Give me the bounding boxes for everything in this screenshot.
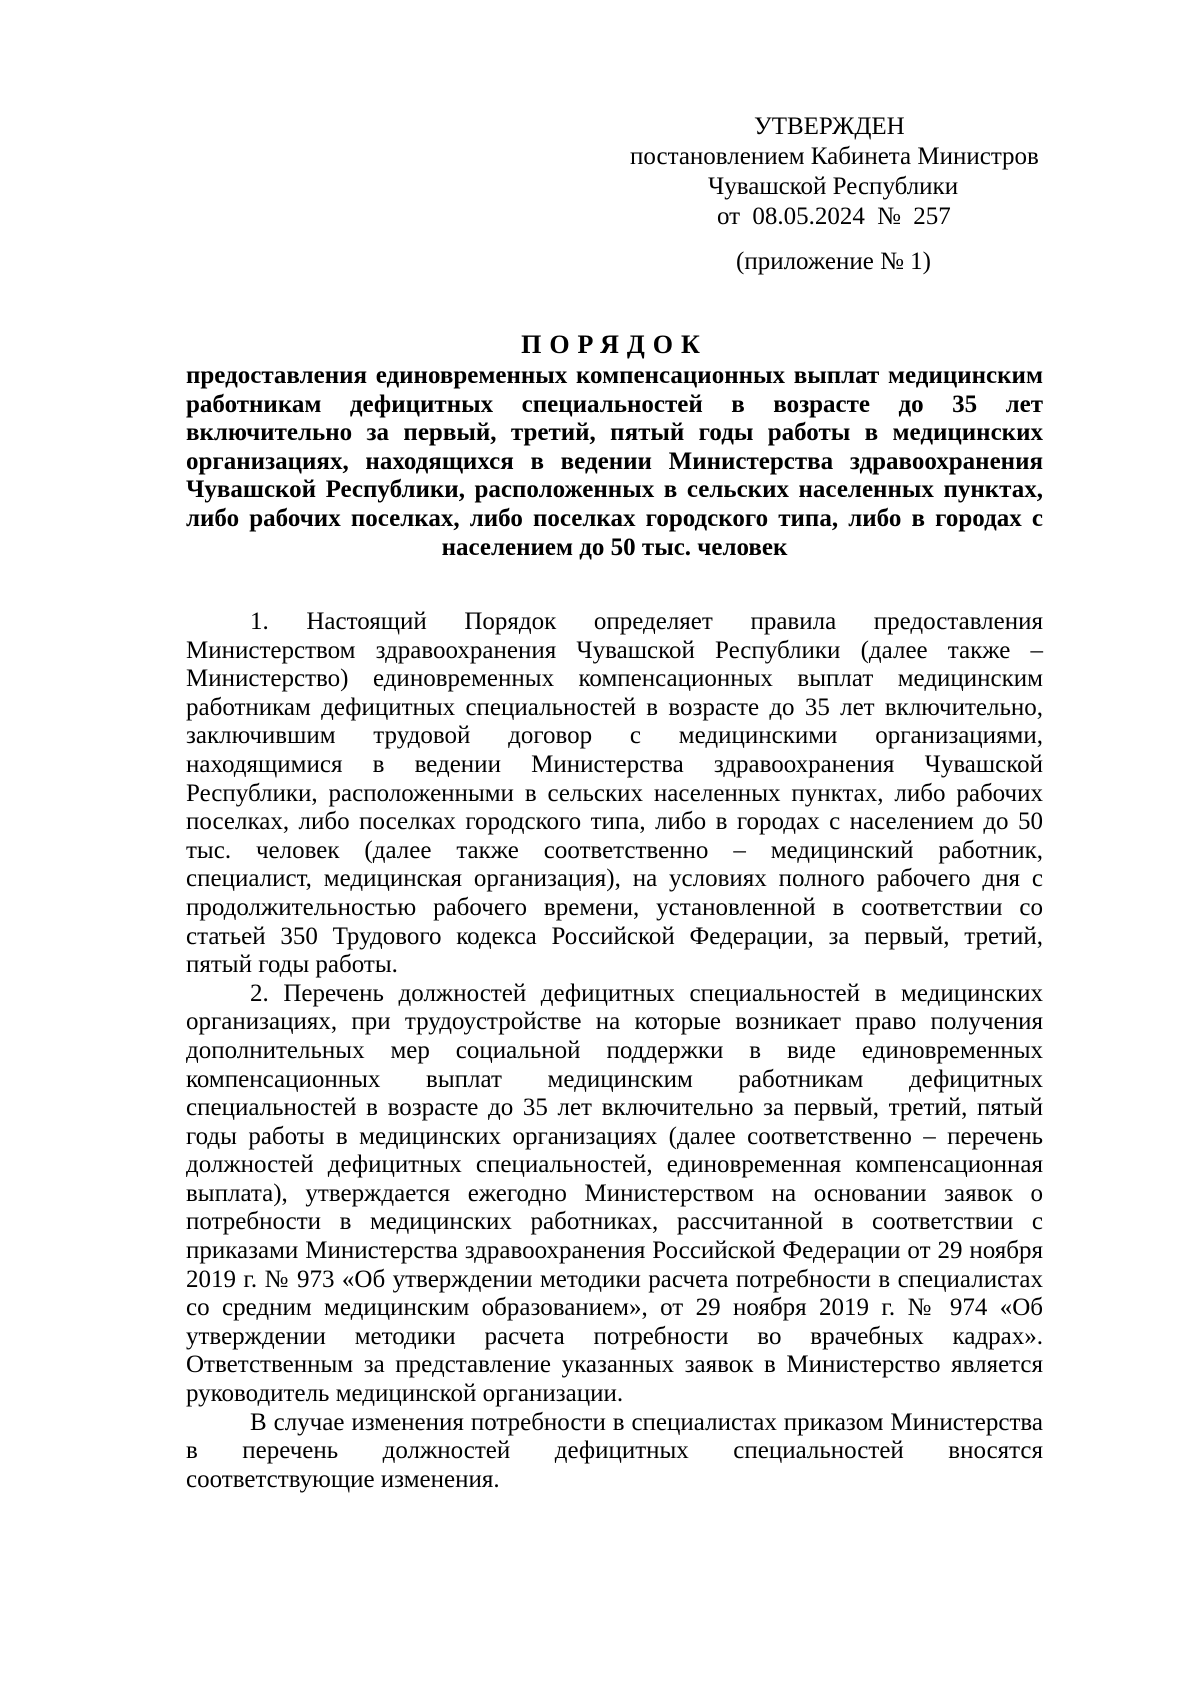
document-subtitle: предоставления единовременных компенсационных выплат медицинским работникам дефицитных специальностей в возрасте до 35 лет включительно за первый, третий, пятый годы работы в медицинских организациях, находящихся в ведении Министерства здравоохранения Чувашской Республики, расположенных в сельских населенных пунктах, либо рабочих поселках, либо поселках городского типа, либо в городах с населением до 50 тыс. человек — [186, 362, 1043, 561]
document-title: ПОРЯДОК — [521, 330, 708, 359]
document-body — [186, 608, 1043, 1494]
appendix-note: (приложение № 1) — [736, 248, 932, 275]
paragraph-3: В случае изменения потребности в специалистах приказом Министерства в перечень должностей дефицитных специальностей вносятся соответствующие изменения. — [186, 1408, 1043, 1493]
approval-republic: Чувашской Республики — [708, 173, 959, 200]
approval-date-number: от 08.05.2024 № 257 — [717, 203, 951, 230]
approval-heading: УТВЕРЖДЕН — [754, 113, 905, 140]
approval-issuer: постановлением Кабинета Министров — [630, 143, 1039, 170]
approval-stamp — [630, 112, 1130, 232]
paragraph-1: 1. Настоящий Порядок определяет правила предоставления Министерством здравоохранения Чувашской Республики (далее также – Министерство) единовременных компенсационных выплат медицинским работникам дефицитных специальностей в возрасте до 35 лет включительно, заключившим трудовой договор с медицинскими организациями, находящимися в ведении Министерства здравоохранения Чувашской Республики, расположенными в сельских населенных пунктах, либо рабочих поселках, либо поселках городского типа, либо в городах с населением до 50 тыс. человек (далее также соответственно – медицинский работник, специалист, медицинская организация), на условиях полного рабочего дня с продолжительностью рабочего времени, установленной в соответствии со статьей 350 Трудового кодекса Российской Федерации, за первый, третий, пятый годы работы. — [186, 608, 1043, 979]
paragraph-2: 2. Перечень должностей дефицитных специальностей в медицинских организациях, при трудоустройстве на которые возникает право получения дополнительных мер социальной поддержки в виде единовременных компенсационных выплат медицинским работникам дефицитных специальностей в возрасте до 35 лет включительно за первый, третий, пятый годы работы в медицинских организациях (далее соответственно – перечень должностей дефицитных специальностей, единовременная компенсационная выплата), утверждается ежегодно Министерством на основании заявок о потребности в медицинских работниках, рассчитанной в соответствии с приказами Министерства здравоохранения Российской Федерации от 29 ноября 2019 г. № 973 «Об утверждении методики расчета потребности в специалистах со средним медицинским образованием», от 29 ноября 2019 г. № 974 «Об утверждении методики расчета потребности во врачебных кадрах». Ответственным за представление указанных заявок в Министерство является руководитель медицинской организации. — [186, 979, 1043, 1408]
